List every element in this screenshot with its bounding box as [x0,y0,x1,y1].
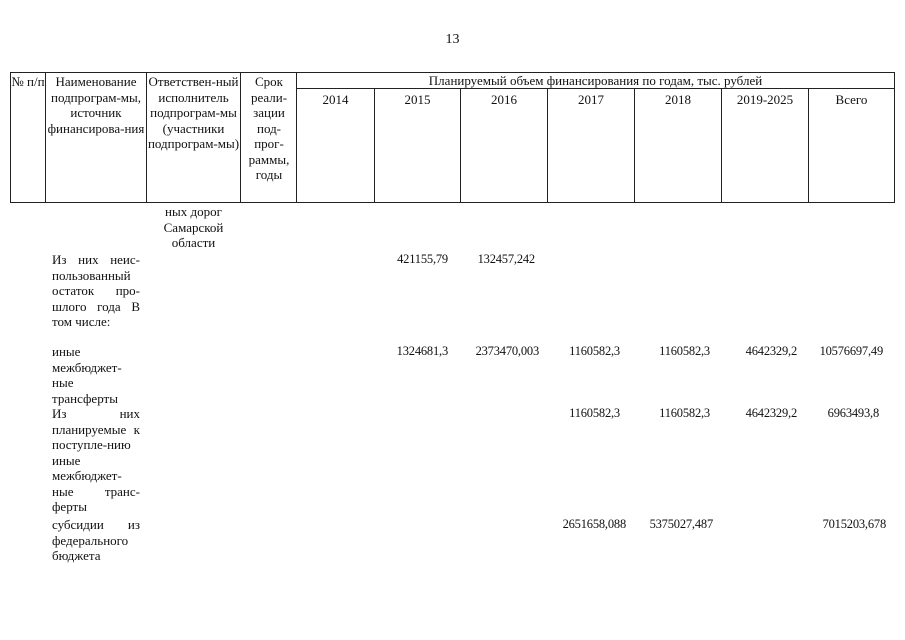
year-header-2019-2025: 2019-2025 [736,92,794,107]
page-number: 13 [445,32,460,47]
header-number: № п/п [11,74,45,89]
row-1-name: Из них неис-пользованный остаток про-шлого года В том числе: [52,252,140,329]
year-header-2016: 2016 [491,92,517,107]
header-executor: Ответствен-ный исполнитель подпрограм-мы (участники подпрограм-мы) [147,74,240,151]
row-1-2015: 421155,79 [397,252,448,266]
row-2-2018: 1160582,3 [659,344,710,358]
row-3-2019-2025: 4642329,2 [745,406,797,420]
row-2-2019-2025: 4642329,2 [745,344,797,358]
row-4-name: субсидии из федерального бюджета [52,517,140,563]
header-term: Срок реали-зации под-прог-раммы, годы [248,74,290,182]
header-name: Наименование подпрограм-мы, источник финансирова-ния [47,74,145,136]
executor-continuation: ных дорог Самарской области [163,204,224,250]
row-3-2018: 1160582,3 [659,406,710,420]
row-2-2017: 1160582,3 [569,344,620,358]
year-header-2018: 2018 [665,92,691,107]
row-2-2016: 2373470,003 [475,344,539,358]
year-header-2015: 2015 [404,92,431,107]
row-4-total: 7015203,678 [822,517,886,531]
row-3-total: 6963493,8 [827,406,879,420]
year-header-total: Всего [835,92,868,107]
row-1-2016: 132457,242 [477,252,535,266]
year-header-2014: 2014 [322,92,349,107]
row-2-total: 10576697,49 [819,344,883,358]
row-4-2017: 2651658,088 [562,517,626,531]
row-2-2015: 1324681,3 [396,344,448,358]
row-3-name: Из них планируемые к поступле-нию иные межбюджет-ные транс-ферты [52,406,140,514]
row-4-2018: 5375027,487 [649,517,713,531]
row-3-2017: 1160582,3 [569,406,620,420]
row-2-name: иные межбюджет-ные трансферты [52,344,122,406]
header-funding: Планируемый объем финансирования по годам, тыс. рублей [428,73,763,88]
year-header-2017: 2017 [578,92,604,107]
